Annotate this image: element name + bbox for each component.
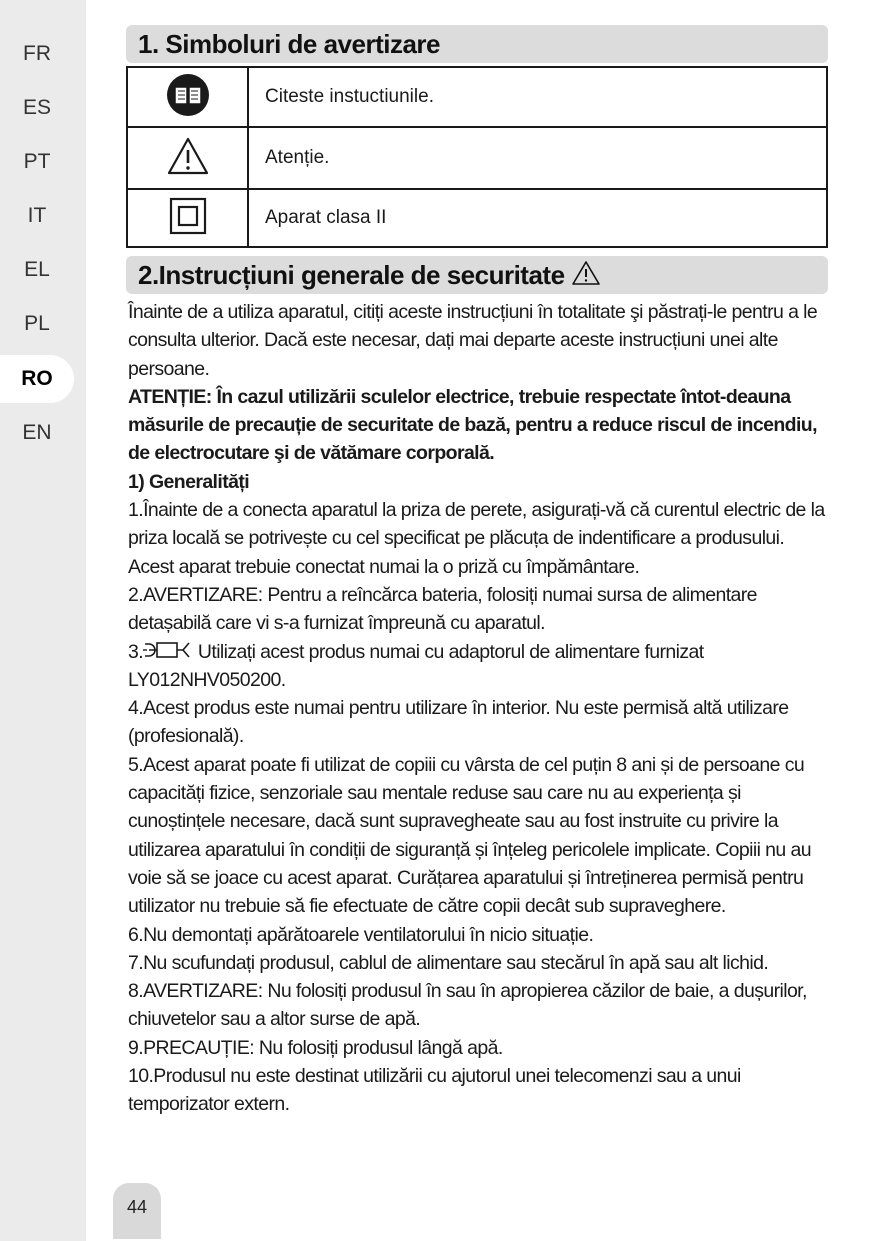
lang-tab-it[interactable]: IT: [27, 204, 47, 227]
language-sidebar: [0, 0, 86, 1241]
instruction-item-7: 7.Nu scufundați produsul, cablul de alimentare sau stecărul în apă sau alt lichid.: [128, 951, 769, 974]
table-row: [127, 189, 827, 247]
page-number: 44: [113, 1183, 161, 1239]
power-adaptor-icon: [143, 640, 193, 660]
safety-instructions-body: [128, 298, 828, 1119]
lang-tab-es[interactable]: ES: [22, 96, 51, 119]
read-manual-icon: [166, 73, 210, 117]
intro-paragraph: Înainte de a utiliza aparatul, citiți aceste instrucțiuni în totalitate şi păstrați-le pentru a le consulta ulterior. Dacă este necesar, dați mai departe aceste instrucțiuni unei alte persoane.: [128, 301, 818, 380]
lang-tab-el[interactable]: EL: [24, 258, 50, 281]
table-row: [127, 67, 827, 127]
section-2-title: 2.Instrucțiuni generale de securitate: [138, 260, 565, 290]
instruction-item-10: 10.Produsul nu este destinat utilizării cu ajutorul unei telecomenzi sau a unui temporizator extern.: [128, 1065, 741, 1116]
item-3-text: Utilizați acest produs numai cu adaptorul de alimentare furnizat LY012NHV050200.: [128, 640, 704, 691]
instruction-item-2: 2.AVERTIZARE: Pentru a reîncărca bateria, folosiți numai sursa de alimentare detașabilă care vi s-a furnizat împreună cu aparatul.: [128, 583, 757, 635]
lang-tab-ro[interactable]: RO: [0, 355, 74, 403]
instruction-item-9: 9.PRECAUȚIE: Nu folosiți produsul lângă apă.: [128, 1036, 503, 1059]
symbol-description: Aparat clasa II: [248, 189, 827, 247]
instruction-item-3: [128, 638, 828, 695]
warning-paragraph: ATENȚIE: În cazul utilizării sculelor electrice, trebuie respectate întot-deauna măsurile de precauție de securitate de bază, pentru a reduce riscul de incendiu, de electrocutare şi de vătămare corporală.: [128, 385, 817, 465]
lang-tab-fr[interactable]: FR: [23, 42, 51, 65]
instruction-item-5: 5.Acest aparat poate fi utilizat de copiii cu vârsta de cel puțin 8 ani și de persoane cu capacități fizice, senzoriale sau mentale reduse sau care nu au experiența și cunoștințele necesare, dacă sunt supravegheate sau au fost instruite cu privire la utilizarea aparatului în condiții de siguranță și înțeleg pericolele implicate. Copiii nu au voie să se joace cu acest aparat. Curățarea aparatului și întreținerea permisă pentru utilizator nu trebuie să fie efectuate de către copii decât sub supraveghere.: [128, 753, 811, 918]
warning-triangle-icon: [166, 136, 210, 176]
lang-tab-en[interactable]: EN: [22, 421, 52, 444]
class-ii-icon: [168, 196, 208, 236]
lang-tab-pt[interactable]: PT: [23, 150, 51, 173]
table-row: [127, 127, 827, 189]
section-2-heading: [126, 256, 828, 294]
warning-triangle-icon: [571, 260, 601, 286]
instruction-item-6: 6.Nu demontați apărătoarele ventilatorului în nicio situație.: [128, 923, 594, 946]
item-3-prefix: 3.: [128, 640, 144, 663]
symbol-cell: [127, 127, 248, 189]
instruction-item-1: 1.Înainte de a conecta aparatul la priza de perete, asigurați-vă că curentul electric de la priza locală se potrivește cu cel specificat pe plăcuța de indentificare a produsului. Acest aparat trebuie conectat numai la o priză cu împământare.: [128, 499, 825, 578]
section-1-heading: 1. Simboluri de avertizare: [126, 25, 828, 63]
symbols-table: [126, 66, 828, 248]
instruction-item-4: 4.Acest produs este numai pentru utilizare în interior. Nu este permisă altă utilizare (profesională).: [128, 697, 789, 748]
lang-tab-pl[interactable]: PL: [24, 312, 50, 335]
symbol-description: Atenție.: [248, 127, 827, 189]
symbol-cell: [127, 189, 248, 247]
symbol-cell: [127, 67, 248, 127]
subheading-generalities: 1) Generalități: [128, 470, 250, 493]
instruction-item-8: 8.AVERTIZARE: Nu folosiți produsul în sau în apropierea căzilor de baie, a dușurilor, chiuvetelor sau a altor surse de apă.: [128, 980, 807, 1031]
symbol-description: Citeste instuctiunile.: [248, 67, 827, 127]
